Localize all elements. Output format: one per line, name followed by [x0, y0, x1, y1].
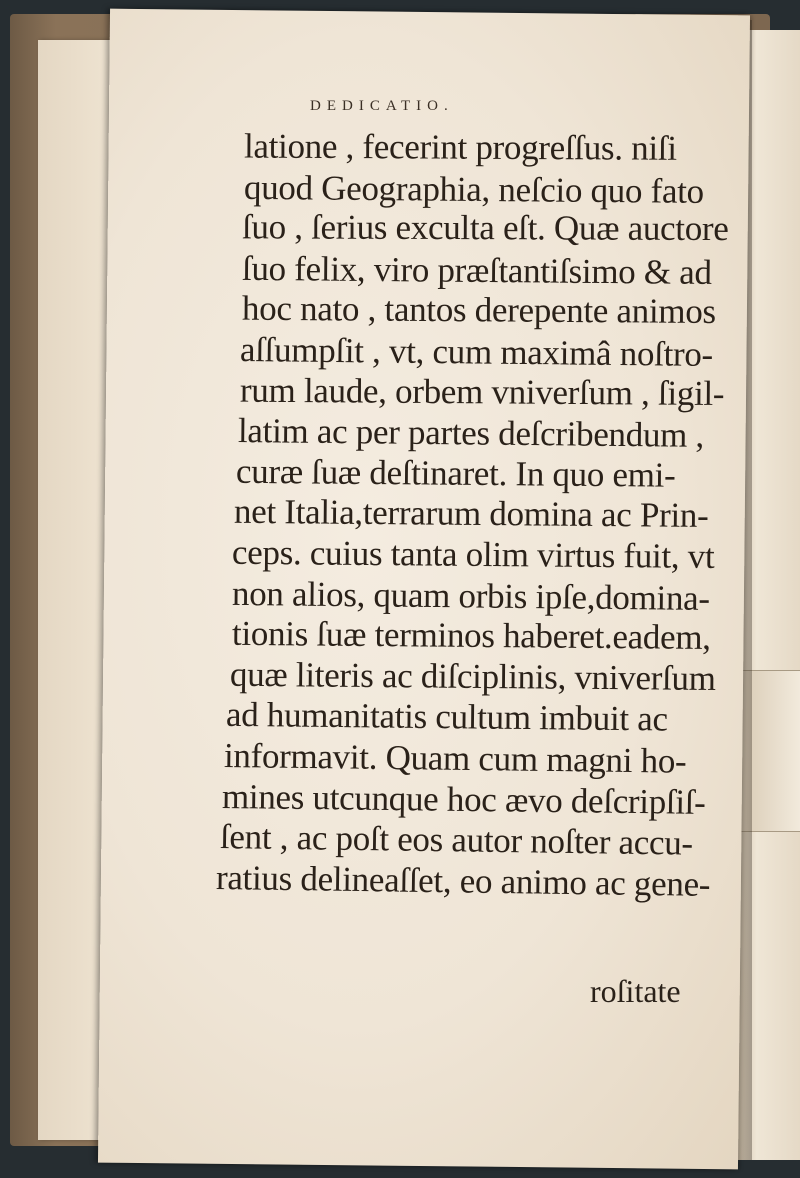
text-line: ſent , ac poſt eos autor noſter accu- [219, 817, 694, 863]
text-line: ſuo , ſerius exculta eſt. Quæ auctore [241, 207, 729, 249]
text-line: hoc nato , tantos derepente animos [241, 289, 716, 332]
text-line: non alios, quam orbis ipſe,domina- [231, 573, 710, 618]
text-line: latim ac per partes deſcribendum , [237, 411, 705, 456]
running-head: DEDICATIO. [310, 98, 454, 114]
text-line: quod Geographia, neſcio quo fato [243, 167, 704, 211]
text-line: net Italia,terrarum domina ac Prin- [233, 492, 709, 536]
text-line: tionis ſuæ terminos haberet.eadem, [231, 613, 711, 658]
text-line: aſſumpſit , vt, cum maximâ noſtro- [239, 329, 714, 374]
text-line: curæ ſuæ deſtinaret. In quo emi- [235, 451, 676, 495]
catchword: roſitate [590, 973, 681, 1009]
text-line: latione , fecerint progreſſus. niſi [243, 126, 677, 168]
text-line: ratius delineaſſet, eo animo ac gene- [215, 857, 711, 904]
text-line: ceps. cuius tanta olim virtus fuit, vt [231, 532, 715, 576]
text-line: quæ literis ac diſciplinis, vniverſum [229, 654, 716, 698]
text-line: informavit. Quam cum magni ho- [223, 735, 687, 781]
body-text [144, 126, 744, 904]
text-line: rum laude, orbem vniverſum , ſigil- [239, 370, 725, 413]
text-line: ſuo felix, viro præſtantiſsimo & ad [241, 248, 712, 292]
text-line: ad humanitatis cultum imbuit ac [225, 695, 668, 739]
text-line: mines utcunque hoc ævo deſcripſiſ- [221, 776, 706, 822]
